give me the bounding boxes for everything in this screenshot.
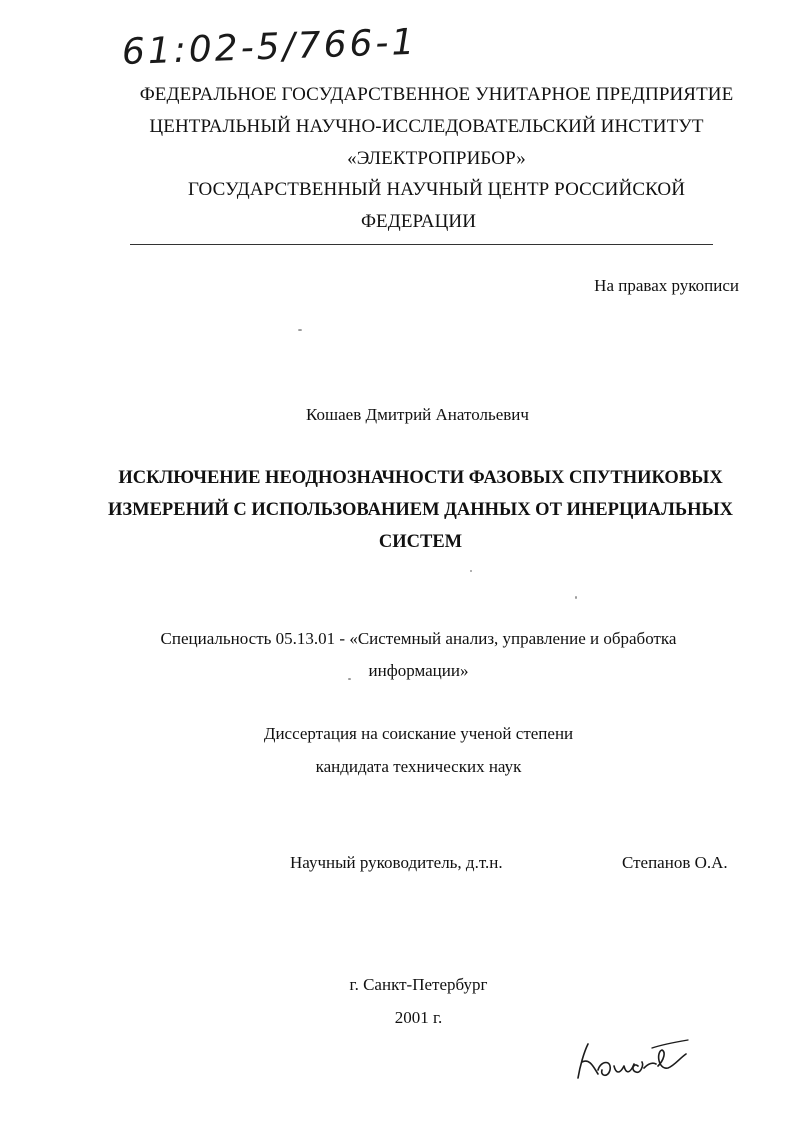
title-line: ИЗМЕРЕНИЙ С ИСПОЛЬЗОВАНИЕМ ДАННЫХ ОТ ИНЕРЦИАЛЬНЫХ [107, 500, 734, 520]
institution-line: ФЕДЕРАЦИИ [360, 211, 477, 232]
institution-line: ЦЕНТРАЛЬНЫЙ НАУЧНО-ИССЛЕДОВАТЕЛЬСКИЙ ИНСТИТУТ [149, 116, 704, 137]
institution-line: «ЭЛЕКТРОПРИБОР» [347, 148, 526, 169]
manuscript-note: На правах рукописи [594, 276, 739, 295]
scan-speck [298, 329, 302, 331]
institution-line: ГОСУДАРСТВЕННЫЙ НАУЧНЫЙ ЦЕНТР РОССИЙСКОЙ [187, 179, 686, 200]
degree-line: Диссертация на соискание ученой степени [263, 724, 574, 743]
year: 2001 г. [394, 1008, 443, 1027]
supervisor-name: Степанов О.А. [622, 853, 728, 872]
city: г. Санкт-Петербург [349, 975, 488, 994]
archive-number: 61:02-5/766-1 [121, 21, 418, 73]
header-divider [130, 244, 713, 245]
author-name: Кошаев Дмитрий Анатольевич [306, 405, 529, 424]
title-line: ИСКЛЮЧЕНИЕ НЕОДНОЗНАЧНОСТИ ФАЗОВЫХ СПУТНИКОВЫХ [118, 468, 723, 488]
institution-line: ФЕДЕРАЛЬНОЕ ГОСУДАРСТВЕННОЕ УНИТАРНОЕ ПРЕДПРИЯТИЕ [139, 84, 734, 105]
degree-line: кандидата технических наук [315, 757, 522, 776]
specialty-line: Специальность 05.13.01 - «Системный анализ, управление и обработка [160, 629, 677, 648]
title-line: СИСТЕМ [378, 532, 463, 552]
scan-speck [575, 596, 577, 599]
scan-speck [470, 570, 472, 572]
signature-image [568, 1030, 698, 1086]
supervisor-label: Научный руководитель, д.т.н. [290, 853, 503, 872]
specialty-line: информации» [368, 661, 469, 680]
